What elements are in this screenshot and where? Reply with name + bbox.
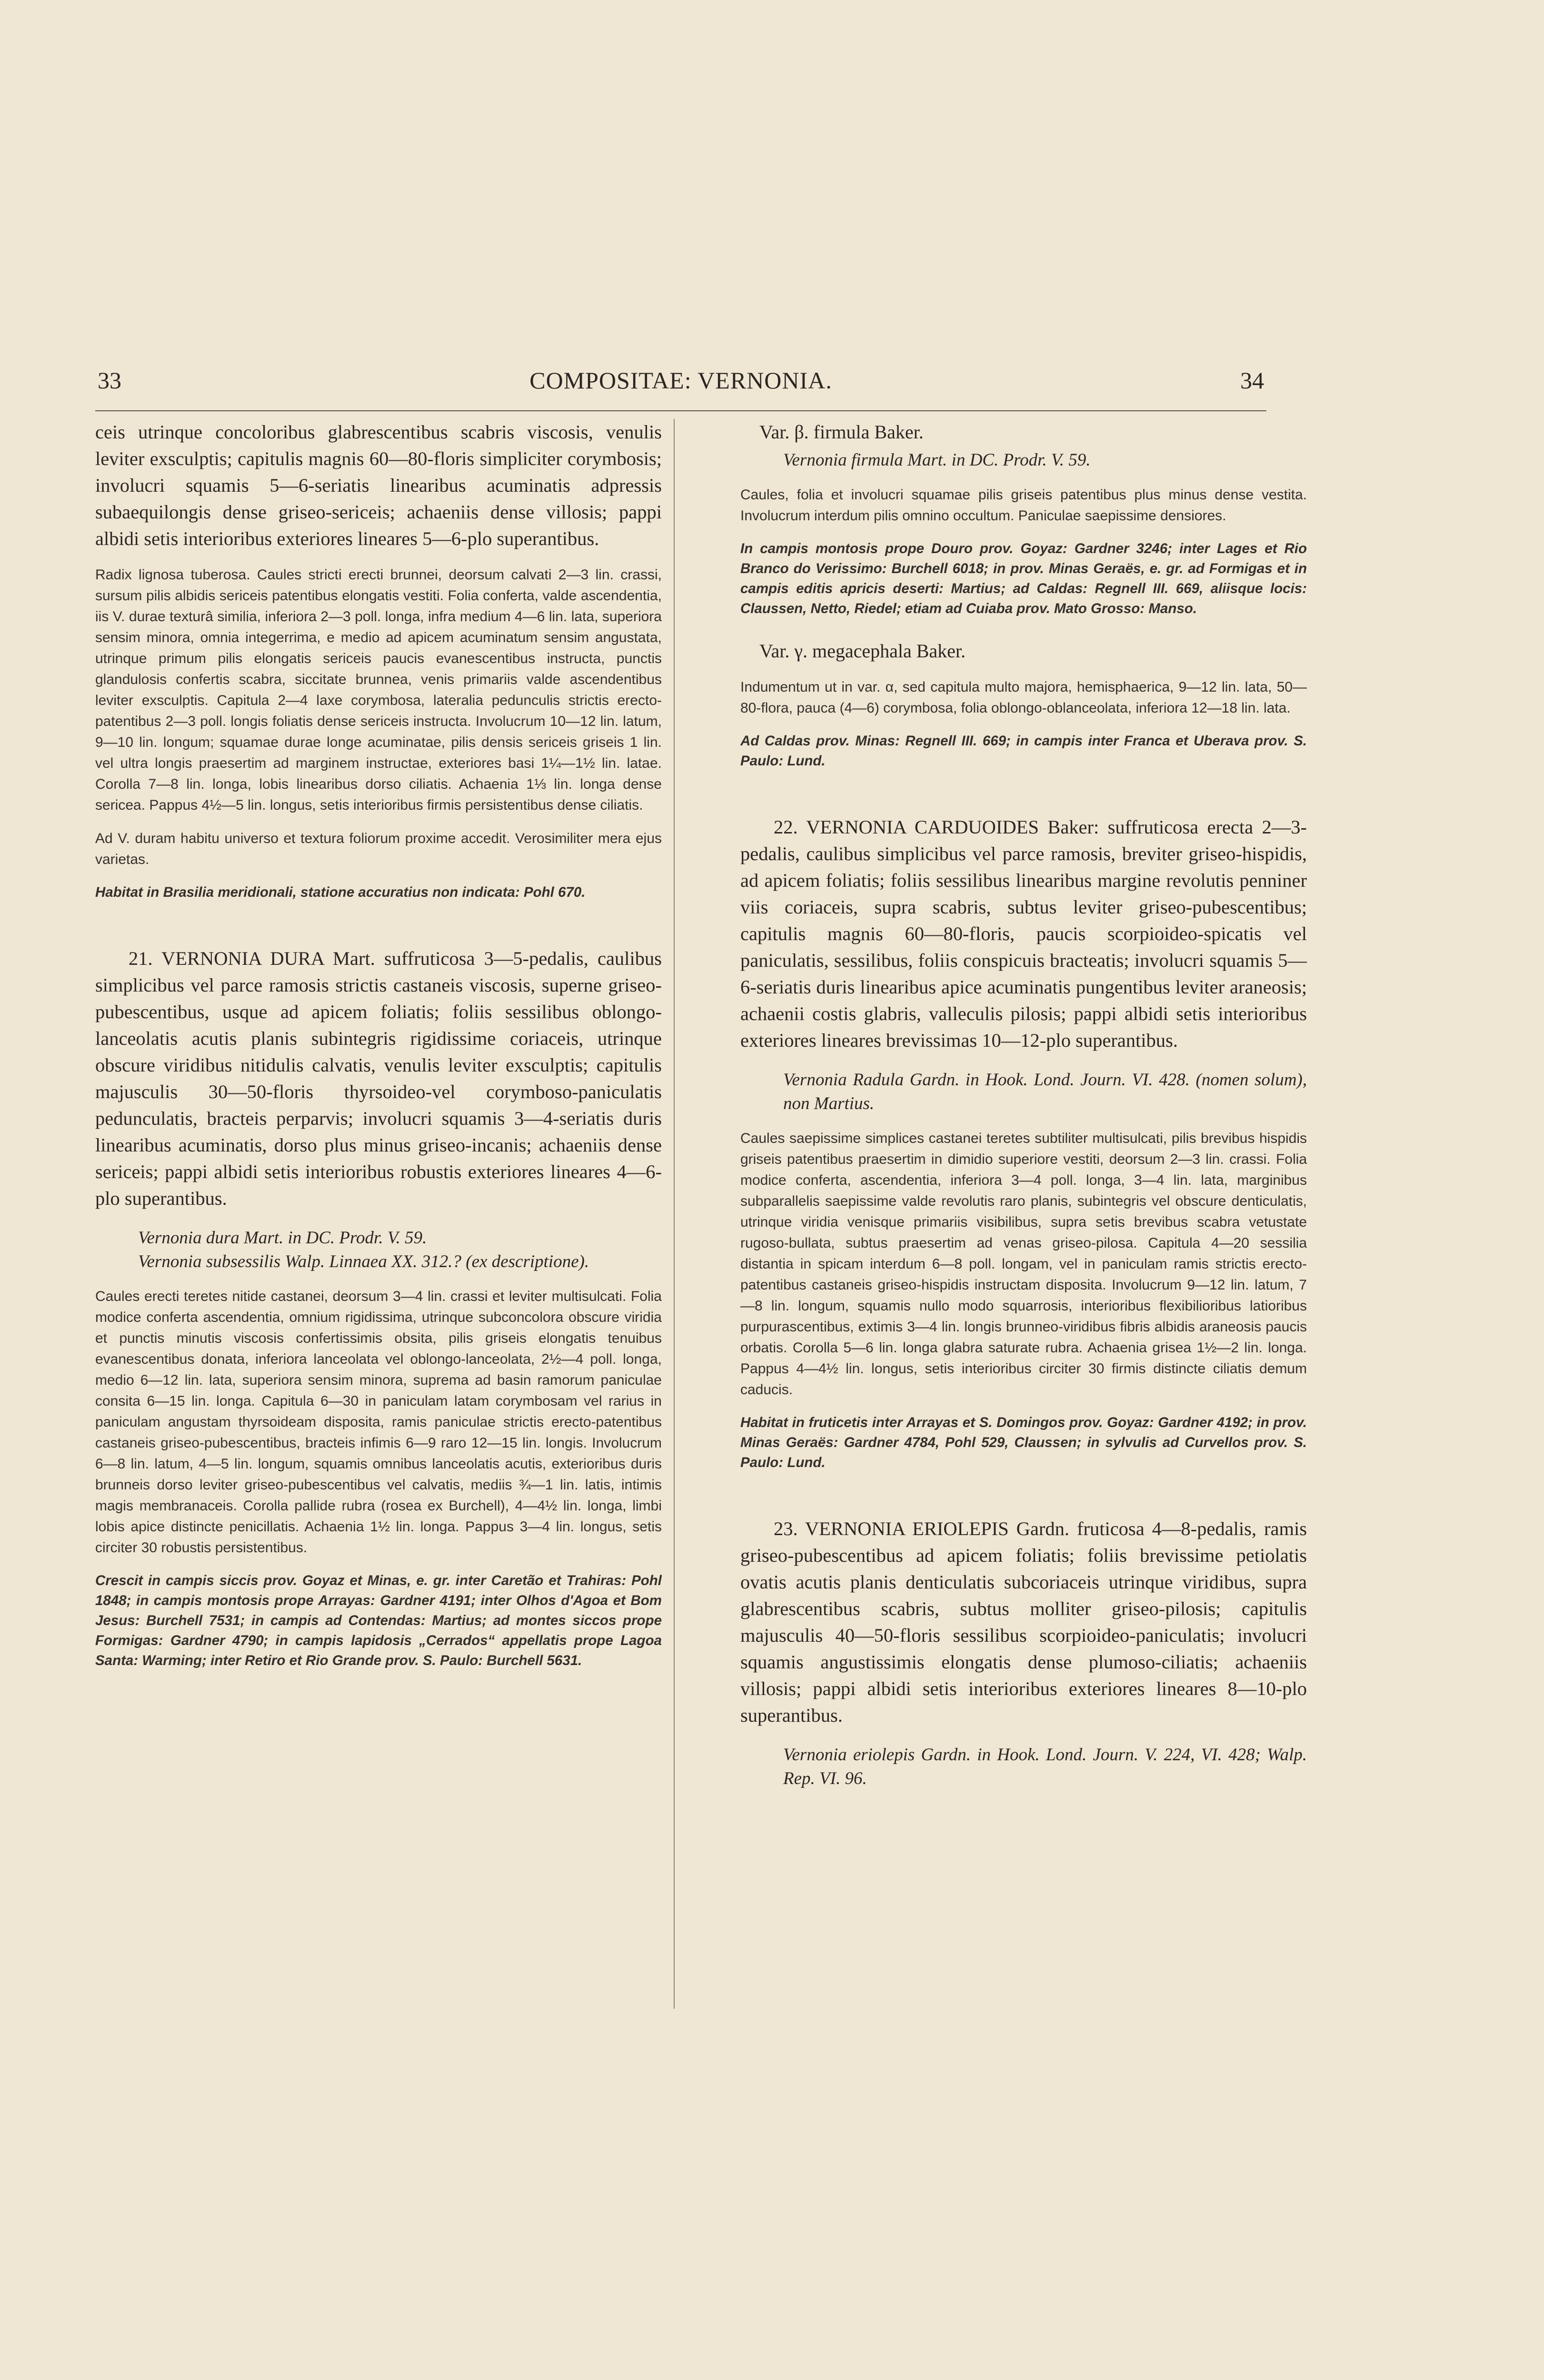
variety-beta-description: Caules, folia et involucri squamae pilis griseis patentibus plus minus dense vestita. Involucrum interdum pilis omnino occultum. Paniculae saepissime densiores. — [740, 487, 1307, 524]
page-number-left: 33 — [98, 367, 121, 394]
header-rule — [95, 410, 1266, 411]
entry-21-synonyms — [95, 1226, 662, 1274]
entry-21-description: Caules erecti teretes nitide castanei, deorsum 3—4 lin. crassi et leviter multisulcati. Folia modice conferta ascendentia, omnium rigidissima, utrinque subconcolora obscure viridia et punctis minutis viscosis confertissimis obsita, pilis griseis elongatis tenuibus evanescentibus donata, inferiora lanceolata vel oblongo-lanceolata, 2½—4 poll. longa, medio 6—12 lin. lata, superiora sensim minora, suprema ad basin ramorum paniculae consita 6—15 lin. longa. Capitula 6—30 in paniculam latam corymbosam vel rarius in paniculam angustam thyrsoideam disposita, ramis paniculae strictis erecto-patentibus castaneis griseo-pubescentibus, bracteis infimis 6—9 raro 12—15 lin. longis. Involucrum 6—8 lin. latum, 4—5 lin. longum, squamis omnibus lanceolatis acutis, exterioribus duris brunneis dorso leviter griseo-pubescentibus vel calvatis, mediis ¾—1 lin. latis, intimis magis membranaceis. Corolla pallide rubra (rosea ex Burchell), 4—4½ lin. longa, limbi lobis apice distincte penicillatis. Achaenia 1½ lin. longa. Pappus 3—4 lin. longus, setis circiter 30 robustis persistentibus. — [95, 1289, 662, 1556]
continued-description: Radix lignosa tuberosa. Caules stricti erecti brunnei, deorsum calvati 2—3 lin. crassi, sursum pilis albidis sericeis patentibus elongatis vestiti. Folia conferta, valde ascendentia, iis V. durae texturâ similia, inferiora 2—3 poll. longa, infra medium 4—6 lin. lata, superiora sensim minora, omnia integerrima, e medio ad apicem acuminatum sensim angustata, utrinque primum pilis elongatis sericeis paucis evanescentibus instructa, punctis glandulosis confertis scabra, siccitate brunnea, venis primariis valde ascendentibus leviter exsculptis. Capitula 2—4 laxe corymbosa, lateralia pedunculis strictis erecto-patentibus 2—3 poll. longis foliatis dense sericeis instructa. Involucrum 10—12 lin. latum, 9—10 lin. longum; squamae durae longe acuminatae, pilis densis sericeis griseis 1 lin. vel ultra longis praesertim ad marginem instructae, exteriores basi 1¼—1½ lin. latae. Corolla 7—8 lin. longa, lobis linearibus dorso ciliatis. Achaenia 1⅓ lin. longa dense sericea. Pappus 4½—5 lin. longus, setis interioribus firmis persistentibus dense ciliatis. — [95, 567, 662, 813]
continued-note: Ad V. duram habitu universo et textura foliorum proxime accedit. Verosimiliter mera ejus varietas. — [95, 831, 662, 867]
page-header — [98, 367, 1264, 405]
entry-22-diagnosis: 22. VERNONIA CARDUOIDES Baker: suffruticosa erecta 2—3-pedalis, caulibus simplicibus vel parce ramosis, breviter griseo-hispidis, ad apicem foliatis; foliis sessilibus linearibus margine revolutis penniner viis coriaceis, supra scabris, subtus leviter griseo-pubescentibus; capitulis magnis 60—80-floris, paucis scorpioideo-spicatis vel paniculatis, sessilibus, foliis conspicuis bracteatis; involucri squamis 5—6-seriatis duris linearibus apice acuminatis pungentibus leviter araneosis; achaenii costis glabris, valleculis pilosis; pappi albidi setis interioribus exteriores lineares brevissimas 10—12-plo superantibus. — [740, 816, 1307, 1051]
running-title: COMPOSITAE: VERNONIA. — [529, 367, 832, 394]
left-column — [95, 419, 662, 2209]
entry-22-description: Caules saepissime simplices castanei teretes subtiliter multisulcati, pilis brevibus hispidis griseis patentibus praesertim in dimidio superiore vestiti, deorsum 2—3 lin. crassi. Folia modice conferta, ascendentia, inferiora 3—4 poll. longa, 3—4 lin. lata, marginibus subparallelis saepissime valde revolutis raro planis, subintegris vel obscure denticulatis, utrinque viridia venisque primariis visibilibus, supra setis brevibus scabra vetustate rugoso-bullata, subtus praesertim ad venas griseo-pilosa. Capitula 4—20 sessilia distantia in spicam interdum 6—8 poll. longam, vel in paniculam ramis strictis erecto-patentibus castaneis griseo-hispidis instructam disposita. Involucrum 9—12 lin. latum, 7—8 lin. longum, squamis nullo modo squarrosis, interioribus flexibilioribus latioribus purpurascentibus, extimis 3—4 lin. longis brunneo-viridibus fibris albidis araneosis paucis orbatis. Corolla 5—6 lin. longa glabra saturate rubra. Achaenia grisea 1½—2 lin. longa. Pappus 4—4½ lin. longus, setis interioribus circiter 30 firmis distincte ciliatis demum caducis. — [740, 1130, 1307, 1398]
entry-21-diagnosis: 21. VERNONIA DURA Mart. suffruticosa 3—5-pedalis, caulibus simplicibus vel parce ramosis strictis castaneis viscosis, superne griseo-pubescentibus, usque ad apicem foliatis; foliis sessilibus oblongo-lanceolatis acutis planis subintegris rigidissime coriaceis, utrinque obscure viridibus nitidulis calvatis, venulis leviter exsculptis; capitulis majusculis 30—50-floris thyrsoideo-vel corymboso-paniculatis pedunculatis, bracteis perparvis; involucri squamis 3—4-seriatis duris linearibus acuminatis, dorso plus minus griseo-incanis; achaeniis dense sericeis; pappi albidi setis interioribus robustis exteriores lineares 4—6-plo superantibus. — [95, 948, 662, 1209]
continued-diagnosis: ceis utrinque concoloribus glabrescentibus scabris viscosis, venulis leviter exsculptis; capitulis magnis 60—80-floris simpliciter corymbosis; involucri squamis 5—6-seriatis linearibus acuminatis adpressis subaequilongis dense griseo-sericeis; achaeniis dense villosis; pappi albidi setis interioribus exteriores lineares 5—6-plo superantibus. — [95, 421, 662, 549]
variety-gamma-description: Indumentum ut in var. α, sed capitula multo majora, hemisphaerica, 9—12 lin. lata, 50—80-flora, pauca (4—6) corymbosa, folia oblongo-oblanceolata, inferiora 12—18 lin. lata. — [740, 679, 1307, 716]
entry-21-habitat: Crescit in campis siccis prov. Goyaz et Minas, e. gr. inter Caretão et Trahiras: Pohl 1848; in campis montosis prope Arrayas: Gardner 4191; inter Olhos d'Agoa et Bom Jesus: Burchell 7531; in campis ad Contendas: Martius; ad montes siccos prope Formigas: Gardner 4790; in campis lapidosis „Cerrados“ appellatis prope Lagoa Santa: Warming; inter Retiro et Rio Grande prov. S. Paulo: Burchell 5631. — [95, 1573, 662, 1668]
variety-gamma-heading: Var. γ. megacephala Baker. — [759, 640, 966, 662]
variety-beta-habitat: In campis montosis prope Douro prov. Goyaz: Gardner 3246; inter Lages et Rio Branco do Verissimo: Burchell 6018; in prov. Minas Geraës, e. gr. ad Formigas et in campis editis apricis deserti: Martius; ad Caldas: Regnell III. 669, aliisque locis: Claussen, Netto, Riedel; etiam ad Cuiaba prov. Mato Grosso: Manso. — [740, 541, 1307, 616]
entry-22-synonym: Vernonia Radula Gardn. in Hook. Lond. Journ. VI. 428. (nomen solum), non Martius. — [783, 1070, 1307, 1113]
variety-beta-heading: Var. β. firmula Baker. — [759, 421, 924, 443]
entry-21-synonym-1: Vernonia dura Mart. in DC. Prodr. V. 59. — [138, 1228, 427, 1248]
column-divider — [674, 419, 675, 2009]
page-number-right: 34 — [1240, 367, 1264, 394]
variety-gamma-habitat: Ad Caldas prov. Minas: Regnell III. 669; in campis inter Franca et Uberava prov. S. Paulo: Lund. — [740, 733, 1307, 769]
entry-23-diagnosis: 23. VERNONIA ERIOLEPIS Gardn. fruticosa 4—8-pedalis, ramis griseo-pubescentibus ad apicem foliatis; foliis brevissime petiolatis ovatis acutis planis denticulatis subcoriaceis utrinque viridibus, supra glabrescentibus scabris, subtus molliter griseo-pilosis; capitulis majusculis 40—50-floris sessilibus scorpioideo-paniculatis; involucri squamis angustissimis elongatis dense plumoso-ciliatis; achaeniis villosis; pappi albidi setis interioribus exteriores lineares 8—10-plo superantibus. — [740, 1518, 1307, 1726]
continued-habitat: Habitat in Brasilia meridionali, statione accuratius non indicata: Pohl 670. — [95, 884, 586, 900]
entry-21-synonym-2: Vernonia subsessilis Walp. Linnaea XX. 312.? (ex descriptione). — [138, 1252, 589, 1271]
variety-beta-synonym: Vernonia firmula Mart. in DC. Prodr. V. 59. — [783, 450, 1091, 470]
entry-23-synonym: Vernonia eriolepis Gardn. in Hook. Lond. Journ. V. 224, VI. 428; Walp. Rep. VI. 96. — [783, 1745, 1307, 1788]
entry-22-habitat: Habitat in fruticetis inter Arrayas et S. Domingos prov. Goyaz: Gardner 4192; in prov. Minas Geraës: Gardner 4784, Pohl 529, Claussen; in sylvulis ad Curvellos prov. S. Paulo: Lund. — [740, 1415, 1307, 1470]
right-column — [740, 419, 1307, 2209]
